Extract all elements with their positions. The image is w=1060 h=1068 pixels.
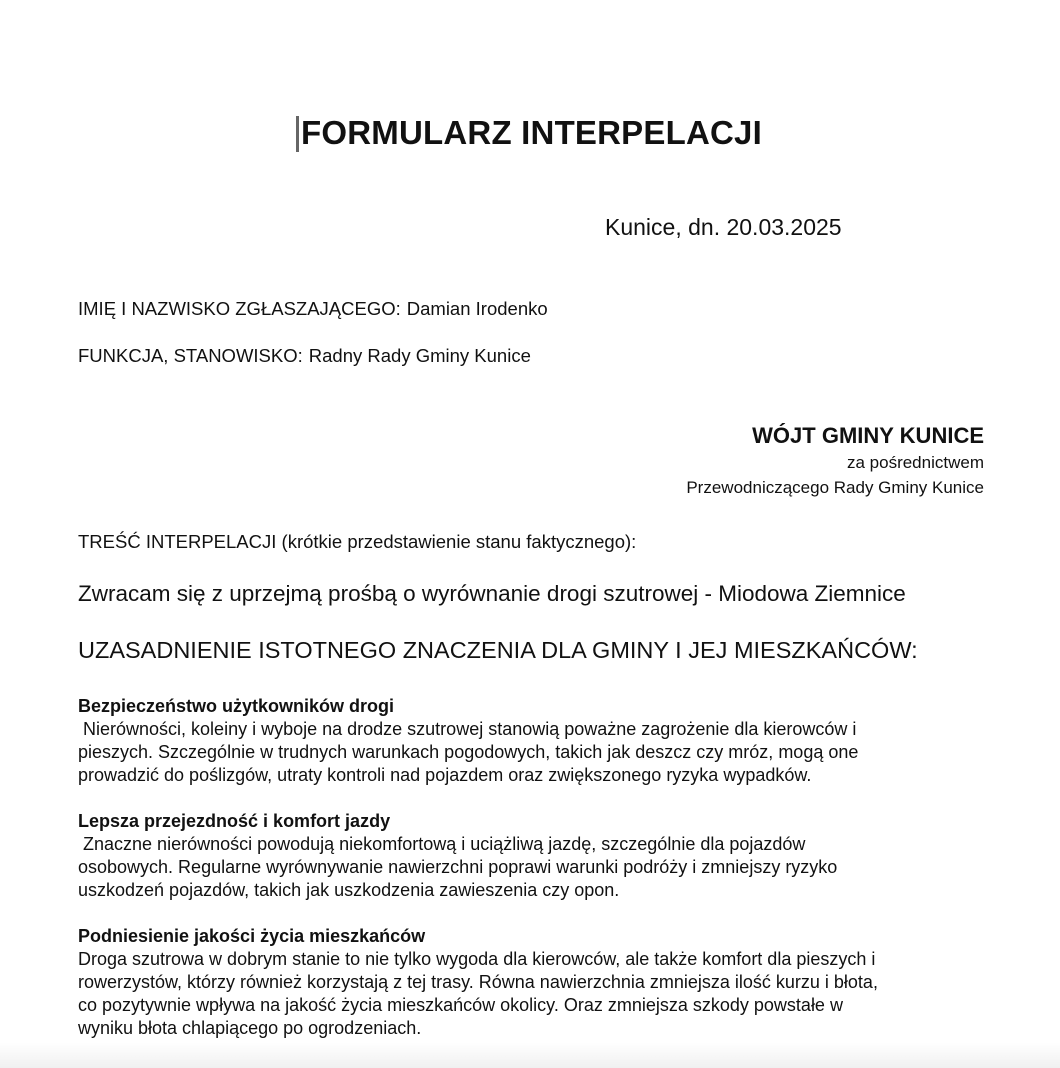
justification-heading[interactable]: UZASADNIENIE ISTOTNEGO ZNACZENIA DLA GMINY I JEJ MIESZKAŃCÓW:: [78, 637, 918, 663]
section-body: Znaczne nierówności powodują niekomfortową i uciążliwą jazdę, szczególnie dla pojazdów osobowych. Regularne wyrównywanie nawierzchni poprawi warunki podróży i zmniejszy ryzyko uszkodzeń pojazdów, takich jak uszkodzenia zawieszenia czy opon.: [78, 834, 838, 900]
section-comfort[interactable]: [78, 810, 988, 902]
content-text[interactable]: Zwracam się z uprzejmą prośbą o wyrównanie drogi szutrowej - Miodowa Ziemnice: [78, 581, 906, 606]
submitter-value: Damian Irodenko: [406, 298, 548, 319]
recipient-line-2: Przewodniczącego Rady Gminy Kunice: [686, 478, 984, 497]
title-container: [0, 114, 1060, 152]
document-title-text: FORMULARZ INTERPELACJI: [301, 114, 762, 151]
content-label[interactable]: TREŚĆ INTERPELACJI (krótkie przedstawienie stanu faktycznego):: [78, 531, 637, 552]
function-value: Radny Rady Gminy Kunice: [308, 345, 531, 366]
section-heading: Lepsza przejezdność i komfort jazdy: [78, 811, 391, 831]
submitter-label: IMIĘ I NAZWISKO ZGŁASZAJĄCEGO:: [78, 298, 401, 319]
section-quality-of-life[interactable]: [78, 925, 988, 1040]
section-heading: Bezpieczeństwo użytkowników drogi: [78, 696, 395, 716]
function-field[interactable]: [78, 345, 531, 367]
function-label: FUNKCJA, STANOWISKO:: [78, 345, 303, 366]
recipient-block[interactable]: [686, 422, 984, 500]
section-body: Nierówności, koleiny i wyboje na drodze szutrowej stanowią poważne zagrożenie dla kierowców i pieszych. Szczególnie w trudnych warunkach pogodowych, takich jak deszcz czy mróz, mogą one prowadzić do poślizgów, utraty kontroli nad pojazdem oraz zwiększonego ryzyka wypadków.: [78, 719, 859, 785]
document-title[interactable]: [298, 114, 762, 152]
justification-sections: [78, 695, 988, 1063]
section-body: Droga szutrowa w dobrym stanie to nie tylko wygoda dla kierowców, ale także komfort dla pieszych i rowerzystów, którzy również korzystają z tej trasy. Równa nawierzchnia zmniejsza ilość kurzu i błota, co pozytywnie wpływa na jakość życia mieszkańców okolicy. Oraz zmniejsza szkody powstałe w wyniku błota chlapiącego po ogrodzeniach.: [78, 949, 878, 1038]
submitter-field[interactable]: [78, 298, 548, 320]
section-heading: Podniesienie jakości życia mieszkańców: [78, 926, 426, 946]
place-date[interactable]: Kunice, dn. 20.03.2025: [605, 214, 842, 240]
recipient-line-1: za pośrednictwem: [846, 453, 984, 472]
text-cursor: [296, 116, 299, 152]
section-safety[interactable]: [78, 695, 988, 787]
page-bottom-shadow: [0, 1042, 1060, 1068]
recipient-title: WÓJT GMINY KUNICE: [752, 423, 984, 448]
